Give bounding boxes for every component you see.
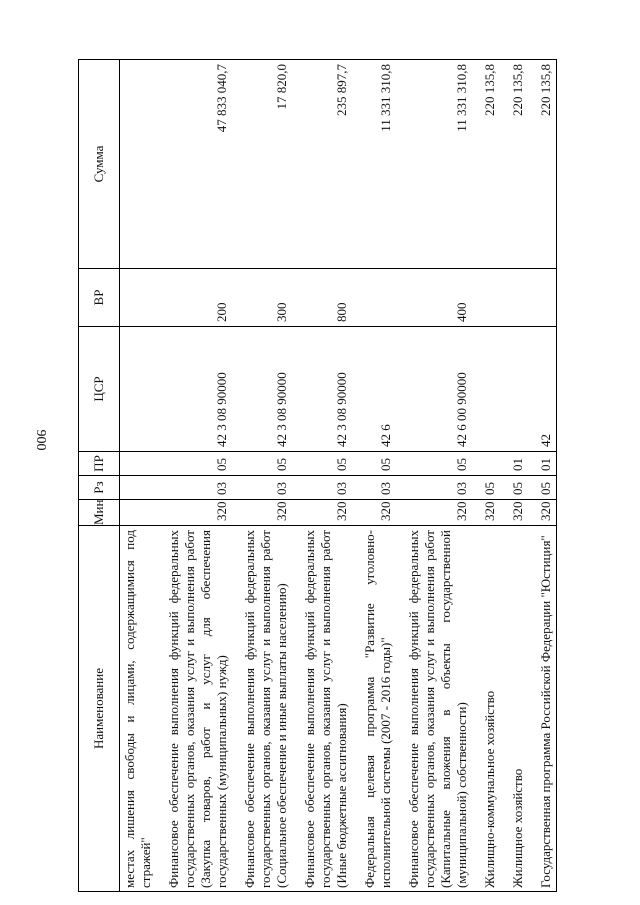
row-gap [528, 60, 536, 892]
table-row [508, 60, 528, 892]
row-rz: 05 [536, 476, 557, 500]
row-csr: 42 6 [360, 327, 396, 452]
row-rz [120, 476, 157, 500]
header-sum: Сумма [79, 60, 120, 269]
row-csr [480, 327, 500, 452]
row-rz: 03 [164, 476, 232, 500]
table-row [536, 60, 557, 892]
row-vr: 400 [404, 269, 472, 327]
row-min: 320 [508, 500, 528, 526]
row-min: 320 [404, 500, 472, 526]
row-sum: 11 331 310,8 [404, 60, 472, 269]
row-rz: 05 [480, 476, 500, 500]
row-pr [120, 452, 157, 476]
row-name: Жилищно-коммунальное хозяйство [480, 526, 500, 892]
row-name: Финансовое обеспечение выполнения функций федеральных государственных органов, оказания услуг и выполнения работ (Иные бюджетные ассигнования) [300, 526, 352, 892]
row-sum: 220 135,8 [536, 60, 557, 269]
budget-table [78, 59, 557, 892]
row-sum: 17 820,0 [240, 60, 292, 269]
header-min: Мин [79, 500, 120, 526]
header-csr: ЦСР [79, 327, 120, 452]
row-pr: 05 [164, 452, 232, 476]
row-csr: 42 6 00 90000 [404, 327, 472, 452]
row-pr: 05 [240, 452, 292, 476]
rotated-table-container [78, 60, 593, 892]
table-row [480, 60, 500, 892]
row-vr [120, 269, 157, 327]
table-row [120, 60, 157, 892]
table-row [360, 60, 396, 892]
row-csr: 42 3 08 90000 [240, 327, 292, 452]
row-gap [156, 60, 164, 892]
row-sum: 47 833 040,7 [164, 60, 232, 269]
table-row [164, 60, 232, 892]
row-csr: 42 [536, 327, 557, 452]
row-min: 320 [300, 500, 352, 526]
table-row [240, 60, 292, 892]
row-vr [480, 269, 500, 327]
row-name: Финансовое обеспечение выполнения функций федеральных государственных органов, оказания услуг и выполнения работ (Социальное обеспечение и иные выплаты населению) [240, 526, 292, 892]
row-pr: 05 [404, 452, 472, 476]
header-name: Наименование [79, 526, 120, 892]
row-rz: 03 [300, 476, 352, 500]
row-sum [120, 60, 157, 269]
row-pr: 01 [508, 452, 528, 476]
row-vr: 200 [164, 269, 232, 327]
table-row [300, 60, 352, 892]
row-min: 320 [536, 500, 557, 526]
row-name: Финансовое обеспечение выполнения функций федеральных государственных органов, оказания услуг и выполнения работ (Закупка товаров, работ и услуг для обеспечения государственных (муниципальных) нужд) [164, 526, 232, 892]
row-gap [292, 60, 300, 892]
header-rz: Рз [79, 476, 120, 500]
row-name: Финансовое обеспечение выполнения функций федеральных государственных органов, оказания услуг и выполнения работ (Капитальные вложения в объекты государственной (муниципальной) собственности) [404, 526, 472, 892]
row-sum: 220 135,8 [508, 60, 528, 269]
row-min [120, 500, 157, 526]
row-sum: 220 135,8 [480, 60, 500, 269]
row-rz: 03 [360, 476, 396, 500]
row-min: 320 [164, 500, 232, 526]
row-csr [120, 327, 157, 452]
row-vr: 300 [240, 269, 292, 327]
row-gap [232, 60, 240, 892]
table-row [404, 60, 472, 892]
row-rz: 03 [240, 476, 292, 500]
table-header-row [79, 60, 120, 892]
row-vr: 800 [300, 269, 352, 327]
row-name: Жилищное хозяйство [508, 526, 528, 892]
row-gap [472, 60, 480, 892]
row-rz: 05 [508, 476, 528, 500]
row-sum: 11 331 310,8 [360, 60, 396, 269]
row-name: Государственная программа Российской Федерации "Юстиция" [536, 526, 557, 892]
row-pr: 05 [300, 452, 352, 476]
header-vr: ВР [79, 269, 120, 327]
row-rz: 03 [404, 476, 472, 500]
row-min: 320 [480, 500, 500, 526]
row-gap [352, 60, 360, 892]
row-min: 320 [240, 500, 292, 526]
header-pr: ПР [79, 452, 120, 476]
row-csr: 42 3 08 90000 [300, 327, 352, 452]
row-sum: 235 897,7 [300, 60, 352, 269]
row-pr: 05 [360, 452, 396, 476]
row-gap [500, 60, 508, 892]
row-csr [508, 327, 528, 452]
row-vr [360, 269, 396, 327]
row-pr [480, 452, 500, 476]
row-vr [536, 269, 557, 327]
row-pr: 01 [536, 452, 557, 476]
row-csr: 42 3 08 90000 [164, 327, 232, 452]
row-min: 320 [360, 500, 396, 526]
page-number: 900 [33, 429, 48, 451]
row-gap [396, 60, 404, 892]
row-name: местах лишения свободы и лицами, содержащимися под стражей" [120, 526, 157, 892]
row-name: Федеральная целевая программа "Развитие уголовно-исполнительной системы (2007 - 2016 годы)" [360, 526, 396, 892]
row-vr [508, 269, 528, 327]
